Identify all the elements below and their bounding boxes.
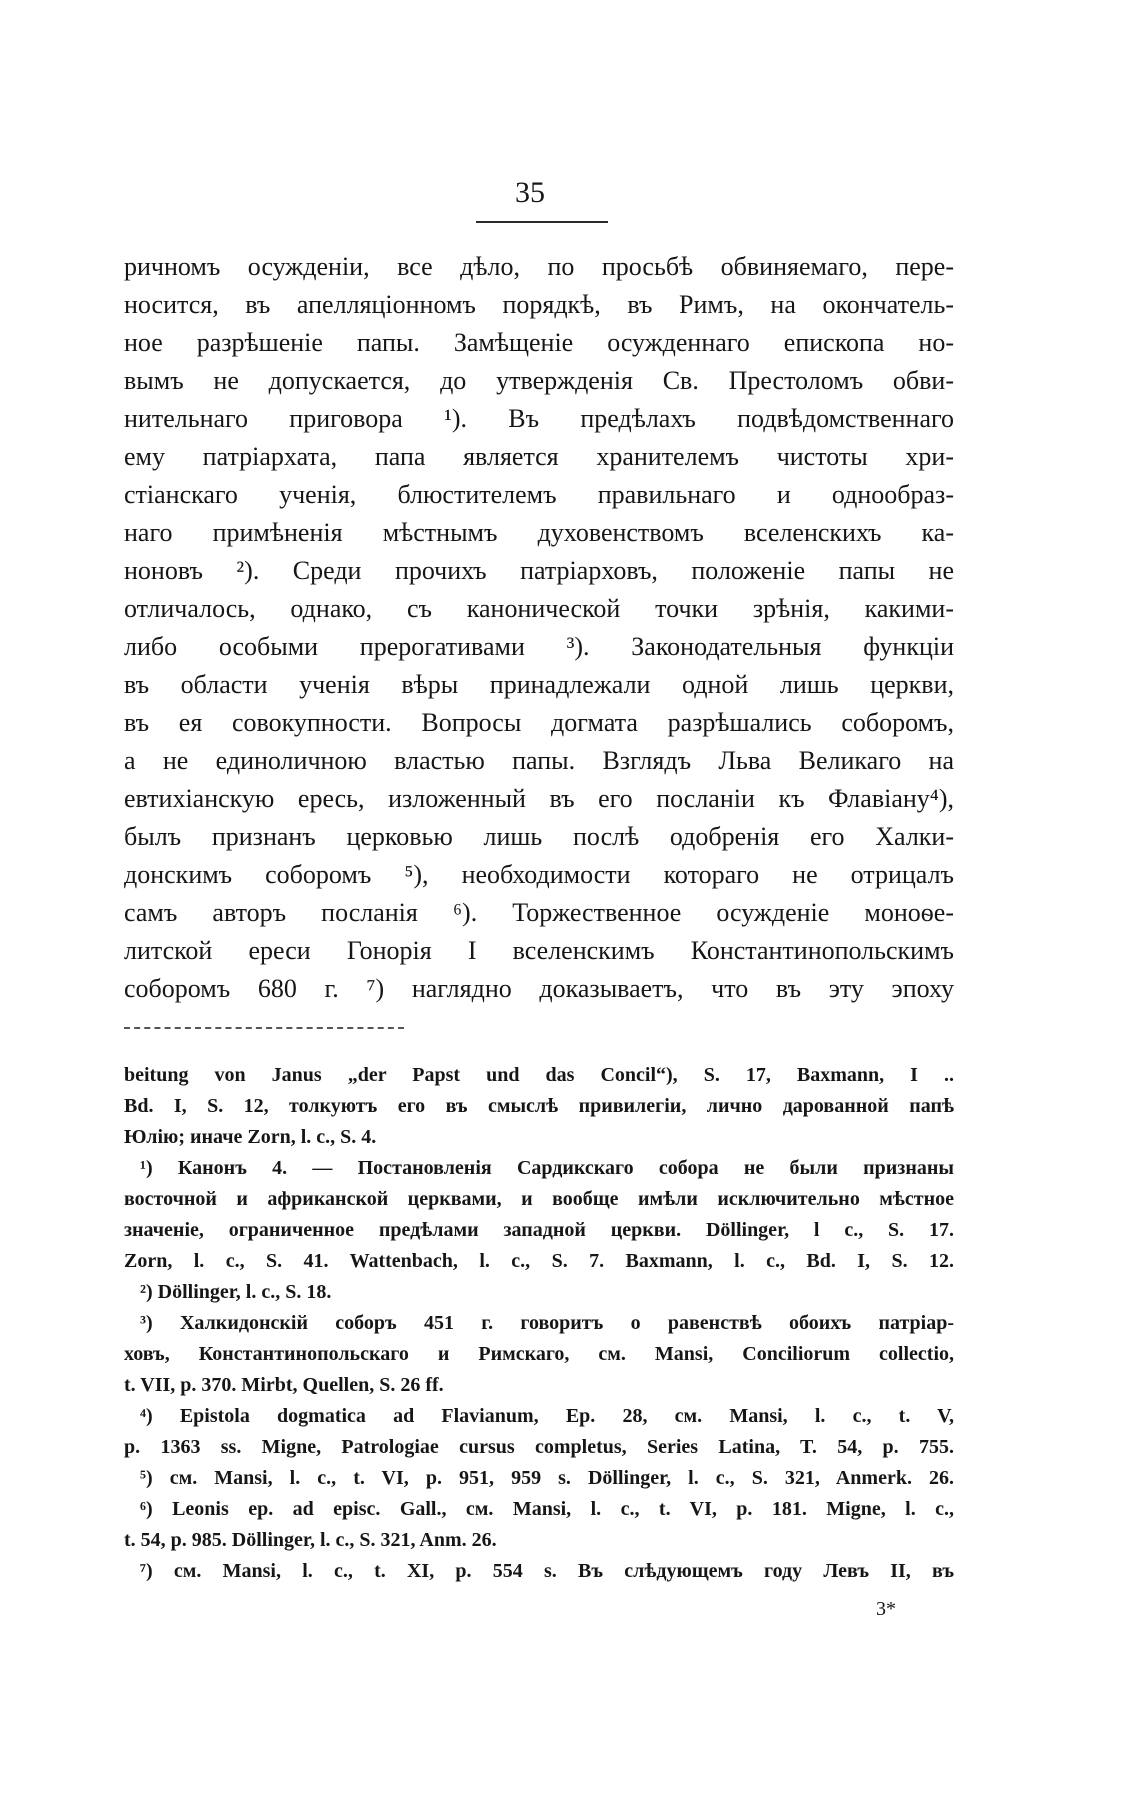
footnote-line: t. 54, p. 985. Döllinger, l. c., S. 321, Anm. 26. (124, 1529, 497, 1551)
footnote-separator (124, 1027, 404, 1029)
text-line: носится, въ апелляціонномъ порядкѣ, въ Римъ, на окончатель- (124, 290, 954, 319)
text-line: донскимъ соборомъ ⁵), необходимости котораго не отрицалъ (124, 860, 954, 889)
text-line: въ ея совокупности. Вопросы догмата разрѣшались соборомъ, (124, 708, 954, 737)
text-line: наго примѣненія мѣстнымъ духовенствомъ вселенскихъ ка- (124, 518, 954, 547)
text-line: ное разрѣшеніе папы. Замѣщеніе осужденнаго епископа но- (124, 328, 954, 357)
text-line: былъ признанъ церковью лишь послѣ одобренія его Халки- (124, 822, 954, 851)
footnote-line: ¹) Канонъ 4. — Постановленія Сардикскаго собора не были признаны (140, 1157, 954, 1179)
footnote-line: ховъ, Константинопольскаго и Римскаго, см. Mansi, Conciliorum collectio, (124, 1343, 954, 1365)
footnote-line: восточной и африканской церквами, и вообще имѣли исключительно мѣстное (124, 1188, 954, 1210)
footnote-line: Zorn, l. c., S. 41. Wattenbach, l. c., S. 7. Baxmann, l. c., Bd. I, S. 12. (124, 1250, 954, 1272)
footnote-line: p. 1363 ss. Migne, Patrologiae cursus completus, Series Latina, T. 54, p. 755. (124, 1436, 954, 1458)
footnote-line: t. VII, p. 370. Mirbt, Quellen, S. 26 ff. (124, 1374, 444, 1396)
text-line: ноновъ ²). Среди прочихъ патріарховъ, положеніе папы не (124, 556, 954, 585)
footnote-line: beitung von Janus „der Papst und das Concil“), S. 17, Baxmann, I .. (124, 1064, 954, 1086)
page-number: 35 (515, 176, 545, 209)
main-text (124, 248, 954, 1008)
text-line: соборомъ 680 г. ⁷) наглядно доказываетъ, что въ эту эпоху (124, 974, 954, 1003)
signature-mark: 3* (876, 1598, 896, 1620)
page-number-rule (476, 221, 608, 223)
footnote-line: ⁴) Epistola dogmatica ad Flavianum, Ep. 28, см. Mansi, l. c., t. V, (140, 1405, 954, 1427)
text-line: нительнаго приговора ¹). Въ предѣлахъ подвѣдомственнаго (124, 404, 954, 433)
footnote-line: ²) Döllinger, l. c., S. 18. (140, 1281, 332, 1303)
footnote-line: ³) Халкидонскій соборъ 451 г. говоритъ о равенствѣ обоихъ патріар- (140, 1312, 954, 1334)
text-line: либо особыми прерогативами ³). Законодательныя функціи (124, 632, 954, 661)
footnote-line: ⁷) см. Mansi, l. c., t. XI, p. 554 s. Въ слѣдующемъ году Левъ II, въ (140, 1560, 954, 1582)
text-line: ему патріархата, папа является хранителемъ чистоты хри- (124, 442, 954, 471)
footnote-line: Юлію; иначе Zorn, l. c., S. 4. (124, 1126, 377, 1148)
footnote-line: Bd. I, S. 12, толкуютъ его въ смыслѣ привилегіи, лично дарованной папѣ (124, 1095, 954, 1117)
text-line: евтихіанскую ересь, изложенный въ его посланіи къ Флавіану⁴), (124, 784, 954, 813)
footnote-line: ⁵) см. Mansi, l. c., t. VI, p. 951, 959 s. Döllinger, l. c., S. 321, Anmerk. 26. (140, 1467, 954, 1489)
footnote-line: значеніе, ограниченное предѣлами западной церкви. Döllinger, l c., S. 17. (124, 1219, 954, 1241)
footnotes (124, 1060, 954, 1587)
text-line: въ области ученія вѣры принадлежали одной лишь церкви, (124, 670, 954, 699)
text-line: а не единоличною властью папы. Взглядъ Льва Великаго на (124, 746, 954, 775)
text-line: стіанскаго ученія, блюстителемъ правильнаго и однообраз- (124, 480, 954, 509)
text-line: отличалось, однако, съ канонической точки зрѣнія, какими- (124, 594, 954, 623)
text-line: вымъ не допускается, до утвержденія Св. Престоломъ обви- (124, 366, 954, 395)
text-line: ричномъ осужденіи, все дѣло, по просьбѣ обвиняемаго, пере- (124, 252, 954, 281)
text-line: самъ авторъ посланія ⁶). Торжественное осужденіе моноѳе- (124, 898, 954, 927)
text-line: литской ереси Гонорія I вселенскимъ Константинопольскимъ (124, 936, 954, 965)
footnote-line: ⁶) Leonis ep. ad episc. Gall., см. Mansi, l. c., t. VI, p. 181. Migne, l. c., (140, 1498, 954, 1520)
